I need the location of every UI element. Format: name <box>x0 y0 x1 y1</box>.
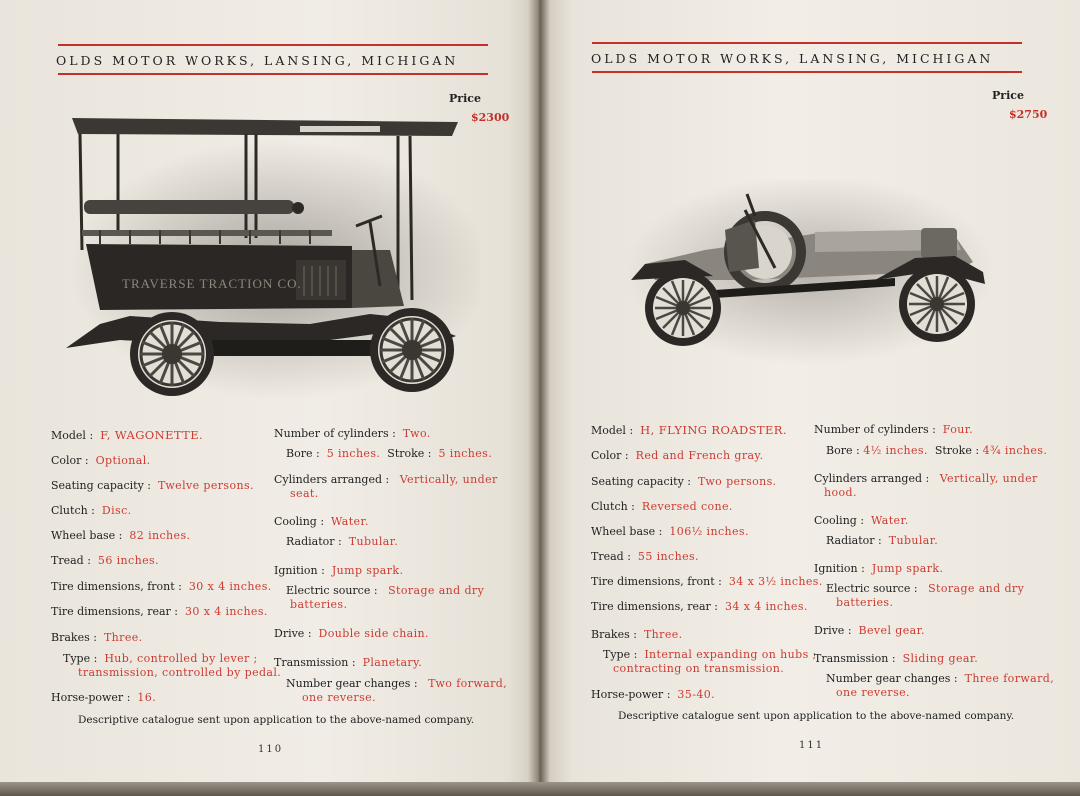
spec-color: Color : Optional. <box>51 454 151 467</box>
spec-arranged: Cylinders arranged : Vertically, under <box>814 472 1038 485</box>
footer-note: Descriptive catalogue sent upon application to the above-named company. <box>78 714 475 726</box>
spec-tire-rear: Tire dimensions, rear : 30 x 4 inches. <box>51 605 268 618</box>
spec-electric-cont: batteries. <box>290 598 348 611</box>
spec-electric-cont: batteries. <box>836 596 894 609</box>
spec-cylinders: Number of cylinders : Two. <box>274 427 431 440</box>
spec-bore-stroke: Bore : 4½ inches. Stroke : 4¾ inches. <box>826 444 1048 457</box>
book-gutter <box>528 0 550 796</box>
spec-tread: Tread : 56 inches. <box>51 554 159 567</box>
price-value: $2750 <box>1009 108 1048 121</box>
head-rule-bottom <box>58 73 488 75</box>
rear-wheel <box>130 312 214 396</box>
body-lettering: TRAVERSE TRACTION CO. <box>122 276 302 291</box>
spec-color: Color : Red and French gray. <box>591 449 764 462</box>
spec-cooling: Cooling : Water. <box>814 514 909 527</box>
spec-model: Model : F, WAGONETTE. <box>51 428 204 442</box>
spec-tire-front: Tire dimensions, front : 34 x 3½ inches. <box>591 575 823 588</box>
running-head: OLDS MOTOR WORKS, LANSING, MICHIGAN <box>56 53 459 68</box>
head-rule-bottom <box>592 71 1022 73</box>
spec-tread: Tread : 55 inches. <box>591 550 699 563</box>
spec-wheel-base: Wheel base : 82 inches. <box>51 529 191 542</box>
spec-arranged-cont: hood. <box>824 486 857 499</box>
head-rule-top <box>58 44 488 46</box>
spec-wheel-base: Wheel base : 106½ inches. <box>591 525 749 538</box>
spec-radiator: Radiator : Tubular. <box>826 534 939 547</box>
spec-electric: Electric source : Storage and dry <box>286 584 485 597</box>
spec-brake-type-cont: contracting on transmission. <box>613 662 785 675</box>
spec-transmission: Transmission : Planetary. <box>274 656 423 669</box>
spec-cylinders: Number of cylinders : Four. <box>814 423 974 436</box>
spec-electric: Electric source : Storage and dry <box>826 582 1025 595</box>
roadster-illustration <box>625 180 995 370</box>
spec-gear-changes-cont: one reverse. <box>836 686 910 699</box>
front-wheel <box>370 308 454 392</box>
right-page <box>540 0 1080 796</box>
price-label: Price <box>992 89 1024 102</box>
spec-arranged: Cylinders arranged : Vertically, under <box>274 473 498 486</box>
head-rule-top <box>592 42 1022 44</box>
spec-seating: Seating capacity : Two persons. <box>591 475 777 488</box>
spec-cooling: Cooling : Water. <box>274 515 369 528</box>
spec-tire-front: Tire dimensions, front : 30 x 4 inches. <box>51 580 272 593</box>
spec-brake-type: Type : Internal expanding on hubs ; <box>603 648 817 661</box>
spec-brake-type-cont: transmission, controlled by pedal. <box>78 666 282 679</box>
price-value: $2300 <box>471 111 510 124</box>
spec-clutch: Clutch : Disc. <box>51 504 132 517</box>
rear-wheel <box>645 270 721 346</box>
footer-note: Descriptive catalogue sent upon application to the above-named company. <box>618 710 1015 722</box>
spec-clutch: Clutch : Reversed cone. <box>591 500 733 513</box>
front-wheel <box>899 266 975 342</box>
spec-brakes: Brakes : Three. <box>591 628 683 641</box>
spec-tire-rear: Tire dimensions, rear : 34 x 4 inches. <box>591 600 808 613</box>
page-number: 110 <box>258 744 284 755</box>
spec-radiator: Radiator : Tubular. <box>286 535 399 548</box>
running-head: OLDS MOTOR WORKS, LANSING, MICHIGAN <box>591 51 994 66</box>
spec-brakes: Brakes : Three. <box>51 631 143 644</box>
spec-brake-type: Type : Hub, controlled by lever ; <box>63 652 258 665</box>
spec-transmission: Transmission : Sliding gear. <box>814 652 979 665</box>
spec-ignition: Ignition : Jump spark. <box>274 564 404 577</box>
spec-arranged-cont: seat. <box>290 487 319 500</box>
spec-gear-changes: Number gear changes : Three forward, <box>826 672 1055 685</box>
page-number: 111 <box>799 740 825 751</box>
spec-gear-changes: Number gear changes : Two forward, <box>286 677 508 690</box>
spec-drive: Drive : Bevel gear. <box>814 624 925 637</box>
spec-horse-power: Horse-power : 35-40. <box>591 688 716 701</box>
book-bottom-edge <box>0 782 1080 796</box>
price-label: Price <box>449 92 481 105</box>
spec-seating: Seating capacity : Twelve persons. <box>51 479 254 492</box>
spec-ignition: Ignition : Jump spark. <box>814 562 944 575</box>
spec-model: Model : H, FLYING ROADSTER. <box>591 423 787 437</box>
spec-bore-stroke: Bore : 5 inches. Stroke : 5 inches. <box>286 447 493 460</box>
spec-gear-changes-cont: one reverse. <box>302 691 376 704</box>
spec-horse-power: Horse-power : 16. <box>51 691 157 704</box>
spec-drive: Drive : Double side chain. <box>274 627 429 640</box>
wagonette-illustration <box>60 110 480 410</box>
